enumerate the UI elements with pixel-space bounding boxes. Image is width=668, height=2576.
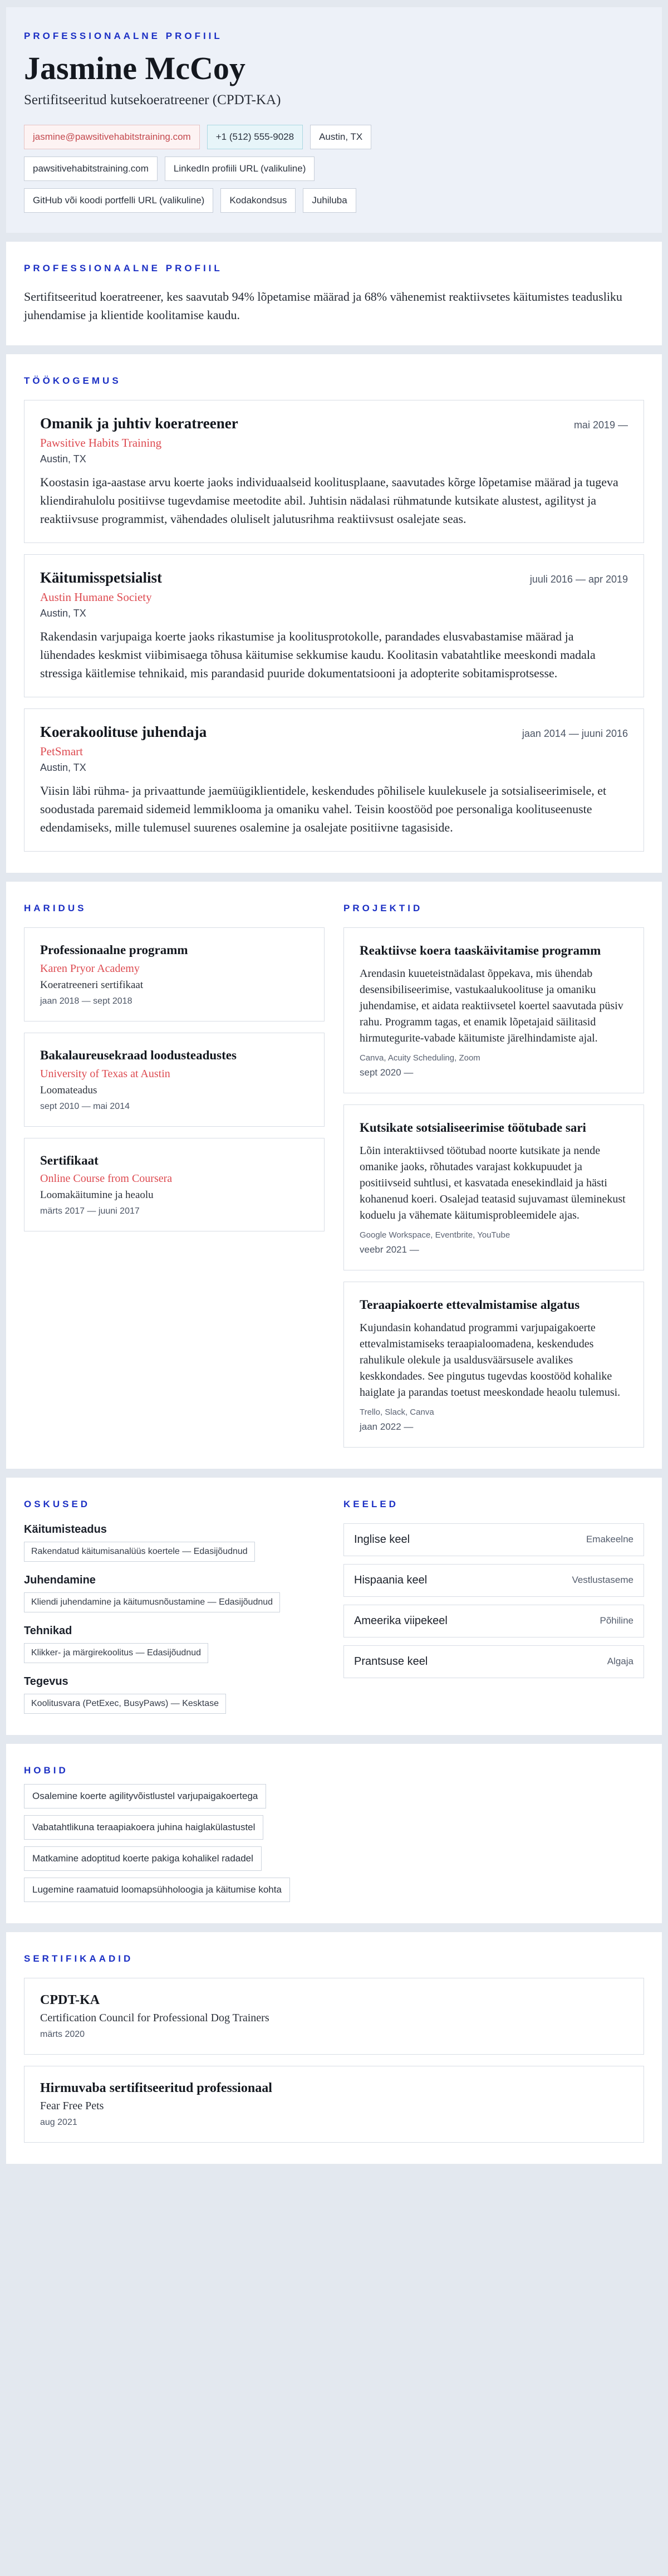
- projects-column: [343, 903, 644, 1448]
- location-chip[interactable]: Austin, TX: [310, 125, 371, 149]
- job-title: Omanik ja juhtiv koeratreener: [40, 415, 238, 432]
- email-chip[interactable]: jasmine@pawsitivehabitstraining.com: [24, 125, 200, 149]
- projects-heading: PROJEKTID: [343, 903, 423, 913]
- skills-languages-section: [6, 1477, 662, 1736]
- education-card: [24, 927, 325, 1021]
- language-row: [343, 1605, 644, 1638]
- skill-chip: Klikker- ja märgirekoolitus — Edasijõudnud: [24, 1643, 208, 1663]
- skill-group: [24, 1675, 325, 1714]
- experience-heading: TÖÖKOGEMUS: [24, 375, 121, 386]
- job-dates: jaan 2014 — juuni 2016: [522, 728, 628, 739]
- job-location: Austin, TX: [40, 762, 86, 773]
- languages-column: [343, 1499, 644, 1714]
- education-title: Professionaalne programm: [40, 943, 188, 957]
- project-description: Lõin interaktiivsed töötubad noorte kutsikate ja nende omanike jaoks, rõhutades varajast kokkupuudet ja positiivseid suhtlusi, et kasvatada enesekindlaid ja hästi kohanenud koeri. Osalejad teatasid sujuvamast üleminekust koduelu ja vähemate käitumisprobleemidele ajas.: [360, 1144, 626, 1221]
- certification-issuer: Certification Council for Professional Dog Trainers: [40, 2011, 269, 2024]
- project-title: Kutsikate sotsialiseerimise töötubade sari: [360, 1120, 586, 1135]
- certifications-section: [6, 1932, 662, 2164]
- project-card: [343, 1282, 644, 1448]
- project-tools: Canva, Acuity Scheduling, Zoom: [360, 1053, 480, 1063]
- education-title: Bakalaureusekraad loodusteadustes: [40, 1048, 237, 1062]
- job-company: Austin Humane Society: [40, 590, 152, 604]
- job-dates: juuli 2016 — apr 2019: [529, 574, 628, 585]
- phone-chip[interactable]: +1 (512) 555-9028: [207, 125, 303, 149]
- hobby-chip: Vabatahtlikuna teraapiakoera juhina haiglakülastustel: [24, 1815, 263, 1840]
- education-dates: sept 2010 — mai 2014: [40, 1101, 130, 1111]
- job-card-header: [40, 569, 628, 586]
- education-column: [24, 903, 325, 1448]
- job-description: Rakendasin varjupaiga koerte jaoks rikastumise ja koolitusprotokolle, parandades elusvabastamise määrad ja lühendades keskmist viibimisaega tõhusa käitumise sekkumise kaudu. Koolitasin vabatahtlike meeskondi madala stressiga käitlemise tehnikaid, mis parandasid puuride dokumentatsiooni ja adopterite sobitamisprotsesse.: [40, 629, 596, 680]
- profile-heading: PROFESSIONAALNE PROFIIL: [24, 263, 223, 273]
- project-card: [343, 927, 644, 1093]
- candidate-title: Sertifitseeritud kutsekoeratreener (CPDT-KA): [24, 92, 281, 107]
- job-description: Viisin läbi rühma- ja privaattunde jaemüügiklientidele, keskendudes põhilisele kuulekusele ja sotsialiseerimisele, et soodustada paremaid sidemeid lemmiklooma ja omaniku vahel. Teisin koostööd poe personaliga koolituseenuste edendamiseks, mille tulemusel suurenes osalemine ja osalejate positiivne tagasiside.: [40, 784, 607, 834]
- project-description: Kujundasin kohandatud programmi varjupaigakoerte ettevalmistamiseks teraapialoomadena, keskendudes rahulikule olekule ja usaldusväärsusele avalikes keskkondades. See pingutus tugevdas koostööd kohalike haiglate ja parandas toetust meeskondade heaolu tulemusi.: [360, 1321, 621, 1399]
- education-school: Karen Pryor Academy: [40, 962, 140, 975]
- profile-section: [6, 241, 662, 346]
- skill-group: [24, 1574, 325, 1612]
- education-field: Koeratreeneri sertifikaat: [40, 979, 144, 991]
- candidate-name: Jasmine McCoy: [24, 50, 245, 86]
- project-tools: Trello, Slack, Canva: [360, 1407, 434, 1417]
- job-dates: mai 2019 —: [573, 419, 628, 431]
- contact-chip-row-1: [24, 125, 644, 149]
- project-title: Teraapiakoerte ettevalmistamise algatus: [360, 1297, 580, 1312]
- job-company: Pawsitive Habits Training: [40, 436, 162, 449]
- language-name: Hispaania keel: [354, 1573, 428, 1586]
- certifications-heading: SERTIFIKAADID: [24, 1953, 134, 1964]
- project-description: Arendasin kuueteistnädalast õppekava, mis ühendab desensibiliseerimise, vastukaalukoolituse ja omaniku juhendamise, et aidata reaktiivsetel koertel saavutada püsiv rahu. Programm tagas, et enamik lõpetajaid säilitasid hirmutegurite-vabade käitumiste järelhindamiste ajal.: [360, 967, 623, 1044]
- education-card: [24, 1033, 325, 1127]
- job-card-header: [40, 415, 628, 432]
- project-tools: Google Workspace, Eventbrite, YouTube: [360, 1230, 510, 1240]
- skill-category: Tehnikad: [24, 1624, 72, 1637]
- education-school: Online Course from Coursera: [40, 1172, 173, 1185]
- certification-card: [24, 2066, 644, 2143]
- language-row: [343, 1564, 644, 1597]
- drivers-license-chip[interactable]: Juhiluba: [303, 188, 356, 213]
- job-card-header: [40, 724, 628, 741]
- education-projects-section: [6, 881, 662, 1469]
- certification-title: Hirmuvaba sertifitseeritud professionaal: [40, 2080, 272, 2095]
- experience-section: [6, 354, 662, 873]
- education-heading: HARIDUS: [24, 903, 87, 913]
- education-field: Loomakäitumine ja heaolu: [40, 1189, 154, 1201]
- certification-date: märts 2020: [40, 2029, 85, 2039]
- project-dates: jaan 2022 —: [360, 1421, 414, 1432]
- language-level: Emakeelne: [586, 1534, 633, 1545]
- skill-chip: Rakendatud käitumisanalüüs koertele — Edasijõudnud: [24, 1542, 255, 1562]
- project-dates: sept 2020 —: [360, 1067, 414, 1078]
- education-school: University of Texas at Austin: [40, 1067, 170, 1080]
- github-chip[interactable]: GitHub või koodi portfelli URL (valikuline): [24, 188, 213, 213]
- language-name: Prantsuse keel: [354, 1655, 428, 1668]
- skill-category: Juhendamine: [24, 1573, 96, 1586]
- education-field: Loomateadus: [40, 1084, 97, 1096]
- certification-title: CPDT-KA: [40, 1992, 100, 2007]
- contact-chip-row-2: [24, 157, 644, 181]
- hobby-chip: Matkamine adoptitud koerte pakiga kohalikel radadel: [24, 1846, 262, 1871]
- profile-text: Sertifitseeritud koeratreener, kes saavutab 94% lõpetamise määrad ja 68% vähenemist reaktiivsetes käitumistes teadusliku juhendamise ja klientide koolitamise kaudu.: [24, 290, 622, 322]
- certification-date: aug 2021: [40, 2117, 77, 2127]
- project-card: [343, 1104, 644, 1270]
- language-row: [343, 1523, 644, 1556]
- language-row: [343, 1645, 644, 1678]
- education-dates: jaan 2018 — sept 2018: [40, 996, 132, 1006]
- hobby-chip: Lugemine raamatuid loomapsühholoogia ja käitumise kohta: [24, 1878, 290, 1902]
- job-company: PetSmart: [40, 745, 83, 758]
- language-name: Ameerika viipekeel: [354, 1614, 448, 1627]
- job-card: [24, 708, 644, 852]
- job-description: Koostasin iga-aastase arvu koerte jaoks individuaalseid koolitusplaane, saavutades kõrge lõpetamise määrad ja tugeva kliendirahulolu positiivse tugevdamise meetodite abil. Juhtisin nädalasi rühmatunde kutsikate alustest, agilityst ja reaktiivsuse programmist, vähendades oluliselt jalutusrihma reaktiivsust osalejate seas.: [40, 475, 618, 526]
- language-name: Inglise keel: [354, 1533, 410, 1546]
- skill-category: Tegevus: [24, 1675, 68, 1688]
- job-location: Austin, TX: [40, 453, 86, 465]
- education-card: [24, 1138, 325, 1232]
- linkedin-chip[interactable]: LinkedIn profiili URL (valikuline): [165, 157, 315, 181]
- skill-group: [24, 1625, 325, 1663]
- project-dates: veebr 2021 —: [360, 1244, 419, 1255]
- skill-group: [24, 1523, 325, 1562]
- hobbies-heading: HOBID: [24, 1764, 68, 1776]
- certification-issuer: Fear Free Pets: [40, 2099, 104, 2112]
- website-chip[interactable]: pawsitivehabitstraining.com: [24, 157, 158, 181]
- certification-card: [24, 1978, 644, 2055]
- header-eyebrow: PROFESSIONAALNE PROFIIL: [24, 31, 223, 41]
- job-title: Käitumisspetsialist: [40, 569, 163, 586]
- header-section: [6, 7, 662, 233]
- job-card: [24, 554, 644, 697]
- language-level: Algaja: [607, 1656, 633, 1667]
- contact-chip-row-3: [24, 188, 644, 213]
- language-level: Vestlustaseme: [572, 1575, 633, 1586]
- hobbies-section: [6, 1743, 662, 1924]
- skill-chip: Kliendi juhendamine ja käitumusnõustamine — Edasijõudnud: [24, 1592, 280, 1612]
- citizenship-chip[interactable]: Kodakondsus: [220, 188, 296, 213]
- skill-chip: Koolitusvara (PetExec, BusyPaws) — Kesktase: [24, 1694, 226, 1714]
- hobby-chip: Osalemine koerte agilityvõistlustel varjupaigakoertega: [24, 1784, 266, 1808]
- education-dates: märts 2017 — juuni 2017: [40, 1206, 140, 1216]
- skills-column: [24, 1499, 325, 1714]
- project-title: Reaktiivse koera taaskäivitamise programm: [360, 944, 601, 957]
- skill-category: Käitumisteadus: [24, 1523, 107, 1536]
- education-title: Sertifikaat: [40, 1153, 99, 1167]
- language-level: Põhiline: [600, 1615, 633, 1626]
- job-card: [24, 400, 644, 543]
- job-location: Austin, TX: [40, 608, 86, 619]
- languages-heading: KEELED: [343, 1498, 399, 1509]
- skills-heading: OSKUSED: [24, 1498, 91, 1509]
- job-title: Koerakoolituse juhendaja: [40, 724, 207, 740]
